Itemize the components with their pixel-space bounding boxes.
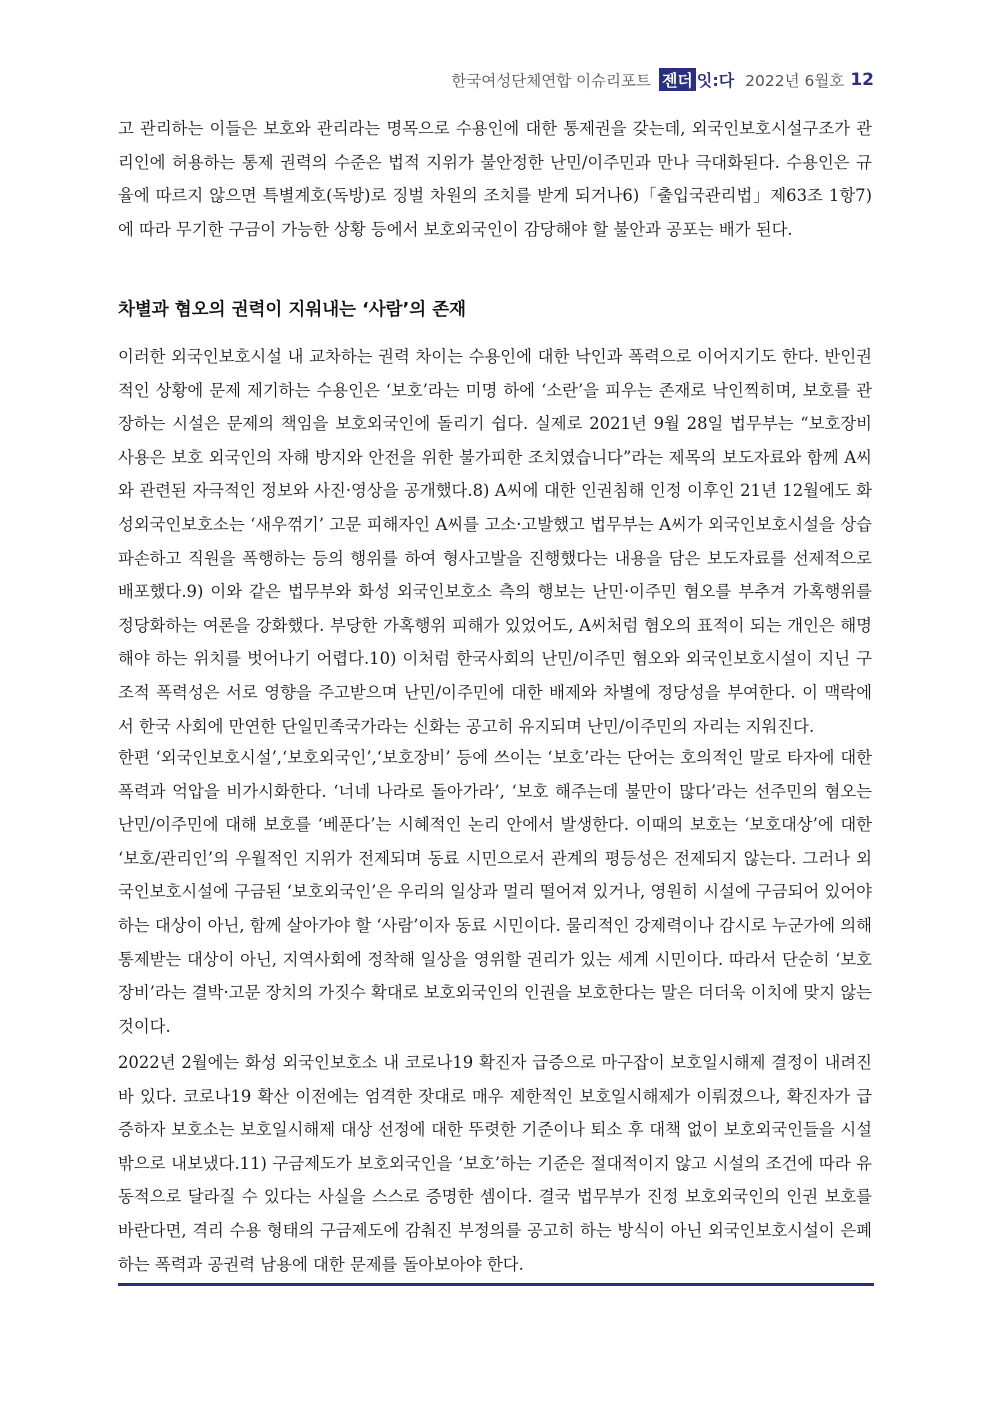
paragraph-1: 고 관리하는 이들은 보호와 관리라는 명목으로 수용인에 대한 통제권을 갖는데, 외국인보호시설구조가 관리인에 허용하는 통제 권력의 수준은 법적 지위가 불안정한 난민/이주민과 만나 극대화된다. 수용인은 규율에 따르지 않으면 특별계호(독방)로 징벌 차원의 조치를 받게 되거나6)「출입국관리법」제63조 1항7)에 따라 무기한 구금이 가능한 상황 등에서 보호외국인이 감당해야 할 불안과 공포는 배가 된다. bbox=[118, 119, 872, 239]
paragraph-3: 한편 ‘외국인보호시설’,‘보호외국인’,‘보호장비’ 등에 쓰이는 ‘보호’라는 단어는 호의적인 말로 타자에 대한 폭력과 억압을 비가시화한다. ‘너네 나라로 돌아가라’, ‘보호 해주는데 불만이 많다’라는 선주민의 혐오는 난민/이주민에 대해 보호를 ‘베푼다’는 시혜적인 논리 안에서 발생한다. 이때의 보호는 ‘보호대상’에 대한 ‘보호/관리인’의 우월적인 지위가 전제되며 동료 시민으로서 관계의 평등성은 전제되지 않는다. 그러나 외국인보호시설에 구금된 ‘보호외국인’은 우리의 일상과 멀리 떨어져 있거나, 영원히 시설에 구금되어 있어야 하는 대상이 아닌, 함께 살아가야 할 ‘사람’이자 동료 시민이다. 물리적인 강제력이나 감시로 누군가에 의해 통제받는 대상이 아닌, 지역사회에 정착해 일상을 영위할 권리가 있는 세계 시민이다. 따라서 단순히 ‘보호장비’라는 결박·고문 장치의 가짓수 확대로 보호외국인의 인권을 보호한다는 말은 더더욱 이치에 맞지 않는 것이다. bbox=[118, 748, 872, 1036]
issue-date: 2022년 6월호 bbox=[745, 71, 845, 90]
page-number: 12 bbox=[850, 69, 874, 90]
page-header bbox=[451, 68, 874, 91]
paragraph-2: 이러한 외국인보호시설 내 교차하는 권력 차이는 수용인에 대한 낙인과 폭력으로 이어지기도 한다. 반인권적인 상황에 문제 제기하는 수용인은 ‘보호’라는 미명 하에 ‘소란’을 피우는 존재로 낙인찍히며, 보호를 관장하는 시설은 문제의 책임을 보호외국인에 돌리기 쉽다. 실제로 2021년 9월 28일 법무부는 “보호장비 사용은 보호 외국인의 자해 방지와 안전을 위한 불가피한 조치였습니다”라는 제목의 보도자료와 함께 A씨와 관련된 자극적인 정보와 사진·영상을 공개했다.8) A씨에 대한 인권침해 인정 이후인 21년 12월에도 화성외국인보호소는 ‘새우꺾기’ 고문 피해자인 A씨를 고소·고발했고 법무부는 A씨가 외국인보호시설을 상습 파손하고 직원을 폭행하는 등의 행위를 하여 형사고발을 진행했다는 내용을 담은 보도자료를 선제적으로 배포했다.9) 이와 같은 법무부와 화성 외국인보호소 측의 행보는 난민·이주민 혐오를 부추겨 가혹행위를 정당화하는 여론을 강화했다. 부당한 가혹행위 피해가 있었어도, A씨처럼 혐오의 표적이 되는 개인은 해명해야 하는 위치를 벗어나기 어렵다.10) 이처럼 한국사회의 난민/이주민 혐오와 외국인보호시설이 지닌 구조적 폭력성은 서로 영향을 주고받으며 난민/이주민에 대한 배제와 차별에 정당성을 부여한다. 이 맥락에서 한국 사회에 만연한 단일민족국가라는 신화는 공고히 유지되며 난민/이주민의 자리는 지워진다. bbox=[118, 347, 872, 736]
publication-name: 한국여성단체연합 이슈리포트 bbox=[451, 71, 651, 90]
section-heading: 차별과 혐오의 권력이 지워내는 ‘사람’의 존재 bbox=[118, 300, 467, 320]
brand-part-2: 잇:다 bbox=[696, 71, 735, 90]
paragraph-1-block bbox=[118, 112, 872, 246]
paragraph-3-block bbox=[118, 741, 872, 1043]
brand-part-1: 젠더 bbox=[659, 68, 696, 91]
bottom-divider bbox=[118, 1283, 874, 1286]
paragraph-2-block bbox=[118, 340, 872, 743]
paragraph-4-block bbox=[118, 1046, 872, 1281]
brand-logo bbox=[659, 68, 735, 91]
paragraph-4: 2022년 2월에는 화성 외국인보호소 내 코로나19 확진자 급증으로 마구잡이 보호일시해제 결정이 내려진 바 있다. 코로나19 확산 이전에는 엄격한 잣대로 매우 제한적인 보호일시해제가 이뤄졌으나, 확진자가 급증하자 보호소는 보호일시해제 대상 선정에 대한 뚜렷한 기준이나 퇴소 후 대책 없이 보호외국인들을 시설 밖으로 내보냈다.11) 구금제도가 보호외국인을 ‘보호’하는 기준은 절대적이지 않고 시설의 조건에 따라 유동적으로 달라질 수 있다는 사실을 스스로 증명한 셈이다. 결국 법무부가 진정 보호외국인의 인권 보호를 바란다면, 격리 수용 형태의 구금제도에 감춰진 부정의를 공고히 하는 방식이 아닌 외국인보호시설이 은폐하는 폭력과 공권력 남용에 대한 문제를 돌아보아야 한다. bbox=[118, 1053, 872, 1274]
